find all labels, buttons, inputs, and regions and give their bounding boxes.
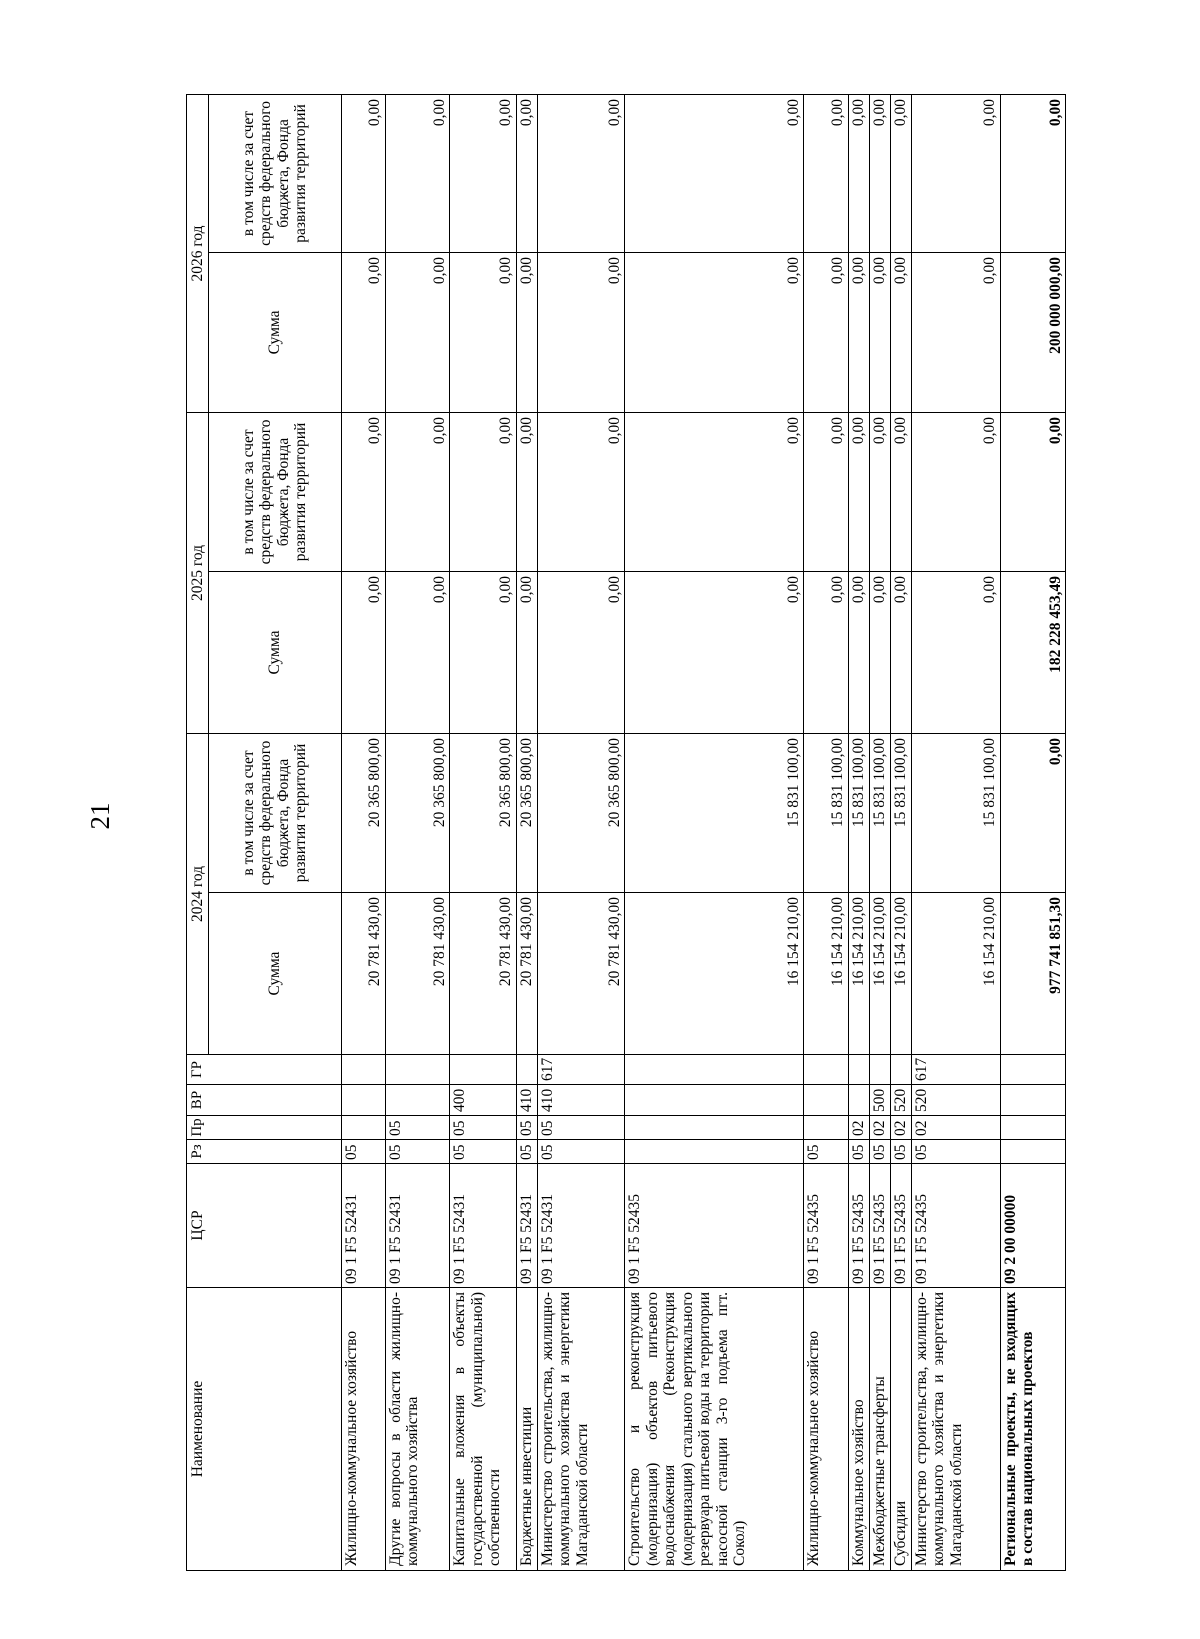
row-vr: 500	[869, 1085, 890, 1116]
row-fed-2026: 0,00	[848, 94, 869, 252]
row-rz: 05	[341, 1140, 385, 1164]
header-sum-2025: Сумма	[208, 571, 341, 733]
row-fed-2024: 20 365 800,00	[341, 733, 385, 892]
row-fed-2024: 15 831 100,00	[890, 733, 911, 892]
row-fed-2025: 0,00	[450, 412, 516, 571]
row-csr: 09 2 00 00000	[1000, 1164, 1065, 1288]
row-vr	[1000, 1085, 1065, 1116]
row-sum-2025: 0,00	[890, 571, 911, 733]
table-row	[341, 94, 385, 1570]
row-csr: 09 1 F5 52435	[869, 1164, 890, 1288]
row-pr: 02	[890, 1116, 911, 1140]
row-fed-2026: 0,00	[625, 94, 804, 252]
row-sum-2025: 0,00	[341, 571, 385, 733]
row-pr: 02	[848, 1116, 869, 1140]
row-rz: 05	[869, 1140, 890, 1164]
header-rz: Рз	[187, 1140, 342, 1164]
header-pr: Пр	[187, 1116, 342, 1140]
row-fed-2025: 0,00	[890, 412, 911, 571]
row-pr	[625, 1116, 804, 1140]
row-fed-2026: 0,00	[385, 94, 449, 252]
header-sum-2024: Сумма	[208, 893, 341, 1055]
row-fed-2025: 0,00	[1000, 412, 1065, 571]
table-row	[450, 94, 516, 1570]
header-fed-2025: в том числе за счет средств федерального бюджета, Фонда развития территорий	[208, 412, 341, 571]
row-sum-2025: 0,00	[848, 571, 869, 733]
table-row	[1000, 94, 1065, 1570]
row-sum-2026: 0,00	[385, 252, 449, 412]
table-row	[385, 94, 449, 1570]
row-sum-2024: 20 781 430,00	[341, 893, 385, 1055]
row-sum-2026: 0,00	[625, 252, 804, 412]
row-pr: 05	[537, 1116, 625, 1140]
row-vr	[385, 1085, 449, 1116]
row-csr: 09 1 F5 52435	[890, 1164, 911, 1288]
row-fed-2024: 15 831 100,00	[848, 733, 869, 892]
row-pr	[341, 1116, 385, 1140]
row-name: Региональные проекты, не входящих в состав национальных проектов	[1000, 1288, 1065, 1571]
row-csr: 09 1 F5 52435	[911, 1164, 1000, 1288]
row-gr	[869, 1055, 890, 1085]
row-sum-2026: 0,00	[869, 252, 890, 412]
row-sum-2025: 0,00	[450, 571, 516, 733]
row-csr: 09 1 F5 52431	[537, 1164, 625, 1288]
row-fed-2026: 0,00	[890, 94, 911, 252]
row-fed-2026: 0,00	[911, 94, 1000, 252]
row-rz	[625, 1140, 804, 1164]
row-fed-2026: 0,00	[450, 94, 516, 252]
row-vr	[625, 1085, 804, 1116]
row-rz: 05	[848, 1140, 869, 1164]
page-number: 21	[85, 802, 115, 830]
row-sum-2025: 0,00	[911, 571, 1000, 733]
row-pr: 02	[869, 1116, 890, 1140]
row-name: Капитальные вложения в объекты государственной (муниципальной) собственности	[450, 1288, 516, 1571]
row-gr: 617	[537, 1055, 625, 1085]
row-fed-2025: 0,00	[341, 412, 385, 571]
row-sum-2026: 0,00	[911, 252, 1000, 412]
row-sum-2026: 0,00	[450, 252, 516, 412]
row-fed-2024: 15 831 100,00	[804, 733, 848, 892]
table-row	[911, 94, 1000, 1570]
header-year-2026: 2026 год	[187, 94, 209, 412]
header-sum-2026: Сумма	[208, 252, 341, 412]
row-fed-2024: 20 365 800,00	[450, 733, 516, 892]
row-fed-2026: 0,00	[537, 94, 625, 252]
table-row	[516, 94, 537, 1570]
row-sum-2025: 0,00	[625, 571, 804, 733]
row-gr: 617	[911, 1055, 1000, 1085]
table-row	[848, 94, 869, 1570]
row-sum-2025: 0,00	[516, 571, 537, 733]
row-vr	[848, 1085, 869, 1116]
row-sum-2026: 0,00	[341, 252, 385, 412]
row-csr: 09 1 F5 52431	[385, 1164, 449, 1288]
row-sum-2024: 20 781 430,00	[450, 893, 516, 1055]
row-csr: 09 1 F5 52431	[341, 1164, 385, 1288]
row-name: Другие вопросы в области жилищно-коммунального хозяйства	[385, 1288, 449, 1571]
header-csr: ЦСР	[187, 1164, 342, 1288]
row-name: Жилищно-коммунальное хозяйство	[804, 1288, 848, 1571]
row-name: Министерство строительства, жилищно-коммунального хозяйства и энергетики Магаданской области	[911, 1288, 1000, 1571]
row-sum-2026: 0,00	[890, 252, 911, 412]
row-pr: 05	[385, 1116, 449, 1140]
table-row	[625, 94, 804, 1570]
row-csr: 09 1 F5 52435	[848, 1164, 869, 1288]
row-rz: 05	[516, 1140, 537, 1164]
row-sum-2024: 16 154 210,00	[911, 893, 1000, 1055]
header-fed-2026: в том числе за счет средств федерального бюджета, Фонда развития территорий	[208, 94, 341, 252]
row-rz	[1000, 1140, 1065, 1164]
rotated-table-wrapper	[186, 95, 1066, 1571]
row-rz: 05	[450, 1140, 516, 1164]
row-vr	[804, 1085, 848, 1116]
row-gr	[625, 1055, 804, 1085]
table-row	[890, 94, 911, 1570]
row-gr	[804, 1055, 848, 1085]
row-sum-2025: 0,00	[385, 571, 449, 733]
row-rz: 05	[537, 1140, 625, 1164]
row-csr: 09 1 F5 52435	[804, 1164, 848, 1288]
row-csr: 09 1 F5 52431	[516, 1164, 537, 1288]
row-fed-2024: 15 831 100,00	[911, 733, 1000, 892]
row-pr	[1000, 1116, 1065, 1140]
row-fed-2026: 0,00	[516, 94, 537, 252]
table-row	[869, 94, 890, 1570]
row-rz: 05	[911, 1140, 1000, 1164]
row-fed-2025: 0,00	[911, 412, 1000, 571]
row-name: Строительство и реконструкция (модернизация) объектов питьевого водоснабжения (Реконструкция (модернизация) стального вертикального резервуара питьевой воды на территории насосной станции 3-го подъема пгт. Сокол)	[625, 1288, 804, 1571]
table-row	[804, 94, 848, 1570]
row-sum-2024: 16 154 210,00	[804, 893, 848, 1055]
row-fed-2025: 0,00	[537, 412, 625, 571]
row-fed-2026: 0,00	[341, 94, 385, 252]
row-pr: 05	[516, 1116, 537, 1140]
row-name: Коммунальное хозяйство	[848, 1288, 869, 1571]
header-gr: ГР	[187, 1055, 342, 1085]
row-gr	[1000, 1055, 1065, 1085]
row-csr: 09 1 F5 52431	[450, 1164, 516, 1288]
row-sum-2024: 16 154 210,00	[869, 893, 890, 1055]
row-sum-2025: 0,00	[537, 571, 625, 733]
row-fed-2025: 0,00	[869, 412, 890, 571]
row-rz: 05	[804, 1140, 848, 1164]
row-rz: 05	[385, 1140, 449, 1164]
row-pr: 02	[911, 1116, 1000, 1140]
row-fed-2025: 0,00	[625, 412, 804, 571]
row-vr: 520	[911, 1085, 1000, 1116]
header-fed-2024: в том числе за счет средств федерального бюджета, Фонда развития территорий	[208, 733, 341, 892]
row-fed-2025: 0,00	[848, 412, 869, 571]
header-year-2025: 2025 год	[187, 412, 209, 733]
row-fed-2026: 0,00	[804, 94, 848, 252]
row-fed-2024: 20 365 800,00	[516, 733, 537, 892]
table-row	[537, 94, 625, 1570]
row-name: Жилищно-коммунальное хозяйство	[341, 1288, 385, 1571]
header-year-2024: 2024 год	[187, 733, 209, 1054]
row-fed-2025: 0,00	[385, 412, 449, 571]
row-gr	[890, 1055, 911, 1085]
row-gr	[385, 1055, 449, 1085]
row-name: Бюджетные инвестиции	[516, 1288, 537, 1571]
row-gr	[516, 1055, 537, 1085]
row-sum-2024: 20 781 430,00	[537, 893, 625, 1055]
row-sum-2024: 20 781 430,00	[385, 893, 449, 1055]
row-gr	[341, 1055, 385, 1085]
budget-table	[186, 94, 1066, 1571]
row-fed-2024: 20 365 800,00	[537, 733, 625, 892]
row-vr: 400	[450, 1085, 516, 1116]
row-sum-2026: 200 000 000,00	[1000, 252, 1065, 412]
row-sum-2026: 0,00	[848, 252, 869, 412]
row-fed-2024: 20 365 800,00	[385, 733, 449, 892]
row-fed-2026: 0,00	[1000, 94, 1065, 252]
row-vr: 410	[516, 1085, 537, 1116]
row-gr	[450, 1055, 516, 1085]
row-vr: 520	[890, 1085, 911, 1116]
row-sum-2025: 0,00	[869, 571, 890, 733]
row-name: Субсидии	[890, 1288, 911, 1571]
row-fed-2024: 0,00	[1000, 733, 1065, 892]
row-fed-2025: 0,00	[804, 412, 848, 571]
row-sum-2024: 16 154 210,00	[625, 893, 804, 1055]
row-vr	[341, 1085, 385, 1116]
row-name: Министерство строительства, жилищно-коммунального хозяйства и энергетики Магаданской области	[537, 1288, 625, 1571]
row-sum-2026: 0,00	[804, 252, 848, 412]
row-csr: 09 1 F5 52435	[625, 1164, 804, 1288]
row-rz: 05	[890, 1140, 911, 1164]
row-sum-2024: 16 154 210,00	[848, 893, 869, 1055]
row-pr: 05	[450, 1116, 516, 1140]
header-vr: ВР	[187, 1085, 342, 1116]
row-sum-2024: 16 154 210,00	[890, 893, 911, 1055]
row-sum-2025: 0,00	[804, 571, 848, 733]
header-name: Наименование	[187, 1288, 342, 1571]
row-sum-2026: 0,00	[537, 252, 625, 412]
row-sum-2024: 20 781 430,00	[516, 893, 537, 1055]
row-vr: 410	[537, 1085, 625, 1116]
row-pr	[804, 1116, 848, 1140]
row-sum-2024: 977 741 851,30	[1000, 893, 1065, 1055]
row-fed-2025: 0,00	[516, 412, 537, 571]
row-fed-2024: 15 831 100,00	[869, 733, 890, 892]
row-sum-2025: 182 228 453,49	[1000, 571, 1065, 733]
row-fed-2026: 0,00	[869, 94, 890, 252]
row-sum-2026: 0,00	[516, 252, 537, 412]
row-fed-2024: 15 831 100,00	[625, 733, 804, 892]
row-gr	[848, 1055, 869, 1085]
row-name: Межбюджетные трансферты	[869, 1288, 890, 1571]
